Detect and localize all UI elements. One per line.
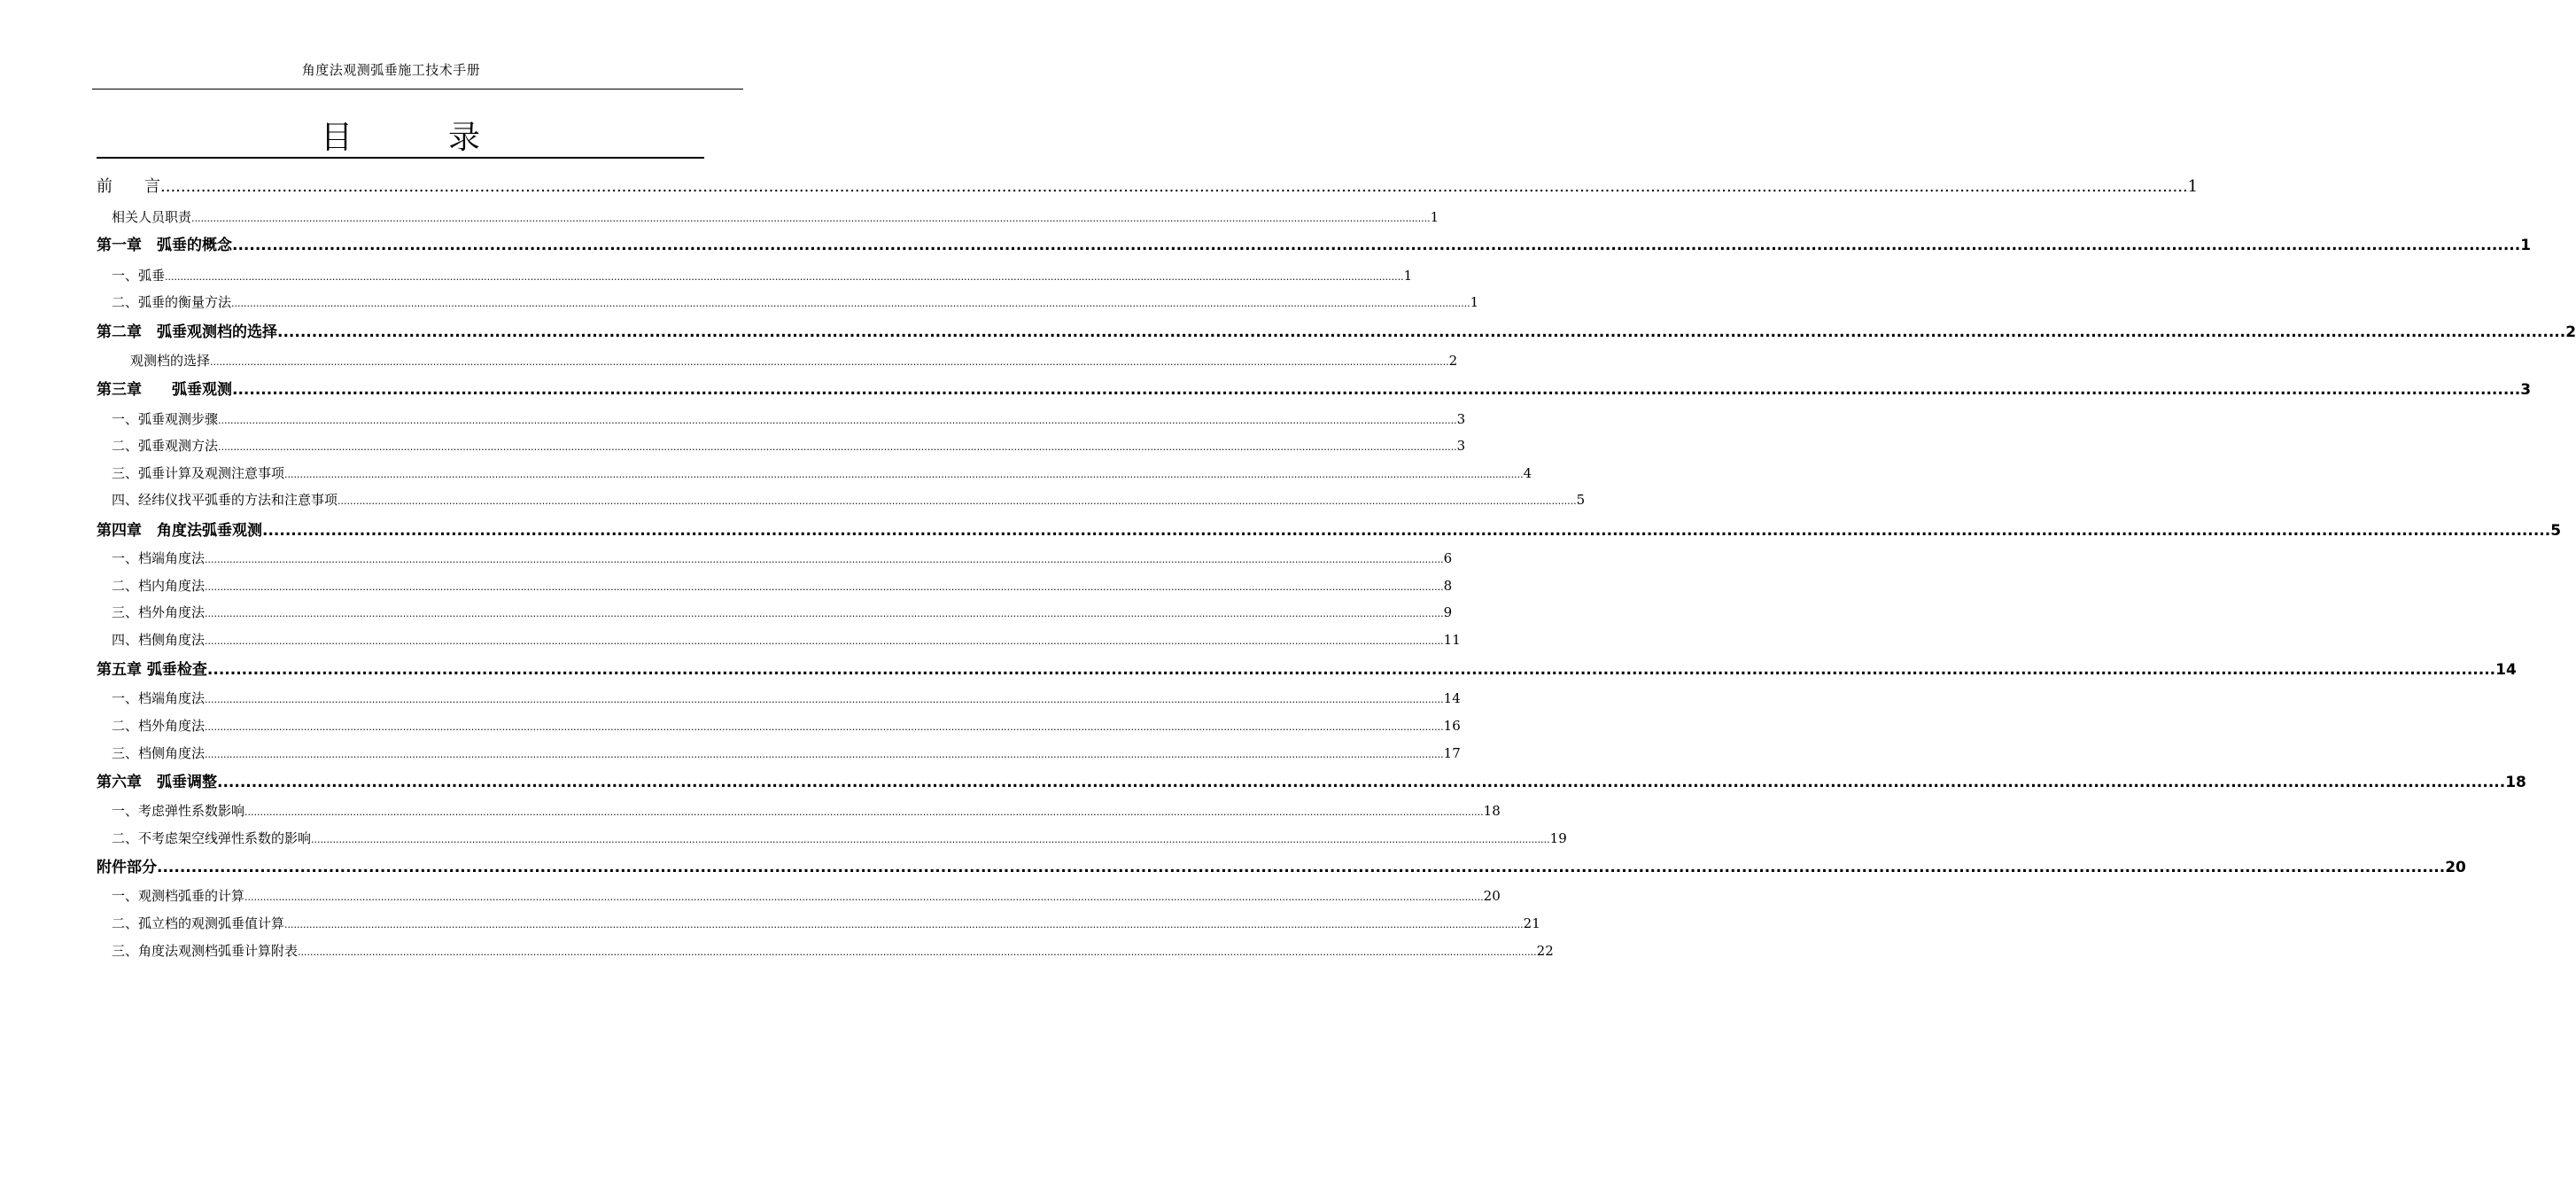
toc-entry-label: 一、弧垂观测步骤 xyxy=(112,411,219,427)
toc-leader-dots: ................................................................................................................................................................................................................................................................................................................................................................................................................ xyxy=(157,859,2446,876)
toc-leader-dots: ................................................................................................................................................................................................................................................................................................................................................................................................................ xyxy=(244,891,1484,903)
toc-entry-page: 14 xyxy=(2495,661,2517,679)
toc-entry-label: 二、孤立档的观测弧垂值计算 xyxy=(112,915,285,931)
toc-leader-dots: ................................................................................................................................................................................................................................................................................................................................................................................................................ xyxy=(205,581,1444,593)
toc-entry-page: 3 xyxy=(1456,438,1466,454)
toc-entry-page: 5 xyxy=(2550,522,2562,540)
toc-entry-page: 9 xyxy=(1443,604,1453,620)
toc-entry[interactable] xyxy=(97,887,1501,905)
toc-entry-label: 三、角度法观测档弧垂计算附表 xyxy=(112,943,299,959)
toc-entry-page: 4 xyxy=(1523,465,1532,481)
toc-entry[interactable] xyxy=(97,464,1532,482)
toc-entry-page: 17 xyxy=(1443,745,1461,761)
toc-entry-page: 1 xyxy=(1403,268,1413,284)
toc-entry[interactable] xyxy=(97,773,2526,792)
toc-entry-page: 2 xyxy=(2565,323,2576,341)
toc-entry[interactable] xyxy=(97,915,1540,932)
toc-leader-dots: ................................................................................................................................................................................................................................................................................................................................................................................................................ xyxy=(205,694,1444,705)
toc-entry[interactable] xyxy=(97,549,1453,567)
toc-entry-label: 二、不考虑架空线弹性系数的影响 xyxy=(112,830,312,846)
toc-leader-dots: ................................................................................................................................................................................................................................................................................................................................................................................................................ xyxy=(284,919,1524,930)
toc-entry-label: 第五章 弧垂检查 xyxy=(97,661,207,679)
toc-entry-label: 一、观测档弧垂的计算 xyxy=(112,888,245,904)
toc-entry[interactable] xyxy=(97,631,1461,649)
toc-entry[interactable] xyxy=(97,744,1461,762)
toc-entry-label: 一、档端角度法 xyxy=(112,690,206,706)
toc-entry-label: 一、考虑弹性系数影响 xyxy=(112,803,245,819)
toc-leader-dots: ................................................................................................................................................................................................................................................................................................................................................................................................................ xyxy=(165,271,1404,283)
toc-leader-dots: ................................................................................................................................................................................................................................................................................................................................................................................................................ xyxy=(277,323,2566,341)
toc-leader-dots: ................................................................................................................................................................................................................................................................................................................................................................................................................ xyxy=(284,469,1524,480)
toc-entry-page: 11 xyxy=(1443,632,1461,648)
toc-entry[interactable] xyxy=(97,689,1461,707)
toc-leader-dots: ................................................................................................................................................................................................................................................................................................................................................................................................................ xyxy=(205,749,1444,760)
toc-entry-page: 1 xyxy=(2187,177,2199,196)
toc-leader-dots: ................................................................................................................................................................................................................................................................................................................................................................................................................ xyxy=(231,298,1470,309)
toc-entry-label: 四、档侧角度法 xyxy=(112,632,206,648)
toc-entry[interactable] xyxy=(97,236,2532,255)
toc-entry[interactable] xyxy=(97,323,2576,342)
toc-entry[interactable] xyxy=(97,293,1479,311)
toc-entry-page: 6 xyxy=(1443,550,1453,566)
header-rule xyxy=(92,89,743,90)
toc-entry-label: 一、弧垂 xyxy=(112,268,166,284)
toc-entry-label: 第三章 弧垂观测 xyxy=(97,381,232,399)
toc-entry-page: 18 xyxy=(1483,803,1501,819)
toc-entry-label: 三、档外角度法 xyxy=(112,604,206,620)
toc-entry-page: 21 xyxy=(1523,915,1540,931)
toc-entry[interactable] xyxy=(97,858,2466,877)
toc-entry[interactable] xyxy=(97,352,1458,370)
toc-leader-dots: ................................................................................................................................................................................................................................................................................................................................................................................................................ xyxy=(338,495,1577,507)
toc-leader-dots: ................................................................................................................................................................................................................................................................................................................................................................................................................ xyxy=(206,661,2496,679)
toc-leader-dots: ................................................................................................................................................................................................................................................................................................................................................................................................................ xyxy=(205,635,1444,647)
toc-leader-dots: ................................................................................................................................................................................................................................................................................................................................................................................................................ xyxy=(210,356,1449,368)
toc-leader-dots: ................................................................................................................................................................................................................................................................................................................................................................................................................ xyxy=(191,213,1431,224)
toc-entry[interactable] xyxy=(97,410,1466,428)
toc-entry-label: 前 言 xyxy=(97,177,160,196)
toc-entry[interactable] xyxy=(97,802,1501,820)
toc-entry-label: 三、弧垂计算及观测注意事项 xyxy=(112,465,285,481)
toc-leader-dots: ................................................................................................................................................................................................................................................................................................................................................................................................................ xyxy=(217,774,2506,791)
toc-entry-page: 5 xyxy=(1576,492,1586,508)
toc-entry-page: 19 xyxy=(1549,830,1567,846)
toc-entry[interactable] xyxy=(97,717,1461,735)
toc-entry-label: 相关人员职责 xyxy=(112,209,192,225)
toc-entry-page: 3 xyxy=(2520,381,2532,399)
toc-entry[interactable] xyxy=(97,829,1567,847)
toc-entry-label: 一、档端角度法 xyxy=(112,550,206,566)
toc-entry-label: 二、档外角度法 xyxy=(112,718,206,734)
toc-entry[interactable] xyxy=(97,267,1413,284)
toc-leader-dots: ................................................................................................................................................................................................................................................................................................................................................................................................................ xyxy=(218,415,1457,426)
toc-leader-dots: ................................................................................................................................................................................................................................................................................................................................................................................................................ xyxy=(205,608,1444,619)
running-header: 角度法观测弧垂施工技术手册 xyxy=(301,62,481,78)
toc-entry-page: 1 xyxy=(2520,237,2532,254)
toc-entry-page: 1 xyxy=(1470,294,1479,310)
toc-entry[interactable] xyxy=(97,942,1554,960)
toc-leader-dots: ................................................................................................................................................................................................................................................................................................................................................................................................................ xyxy=(298,946,1537,958)
toc-entry-label: 三、档侧角度法 xyxy=(112,745,206,761)
toc-entry-page: 22 xyxy=(1536,943,1554,959)
toc-entry[interactable] xyxy=(97,660,2517,680)
toc-entry-label: 二、弧垂的衡量方法 xyxy=(112,294,232,310)
toc-entry-page: 20 xyxy=(1483,888,1501,904)
toc-leader-dots: ................................................................................................................................................................................................................................................................................................................................................................................................................ xyxy=(232,237,2521,254)
toc-entry-label: 第四章 角度法弧垂观测 xyxy=(97,522,262,540)
toc-leader-dots: ................................................................................................................................................................................................................................................................................................................................................................................................................ xyxy=(205,554,1444,565)
toc-entry-label: 二、弧垂观测方法 xyxy=(112,438,219,454)
toc-entry[interactable] xyxy=(97,521,2562,541)
toc-leader-dots: ................................................................................................................................................................................................................................................................................................................................................................................................................ xyxy=(218,441,1457,453)
toc-title: 目 录 xyxy=(97,118,704,159)
toc-entry-label: 四、经纬仪找平弧垂的方法和注意事项 xyxy=(112,492,338,508)
toc-entry-label: 附件部分 xyxy=(97,859,157,876)
toc-entry-page: 16 xyxy=(1443,718,1461,734)
toc-entry[interactable] xyxy=(97,380,2532,400)
toc-entry-page: 14 xyxy=(1443,690,1461,706)
toc-leader-dots: ................................................................................................................................................................................................................................................................................................................................................................................................................ xyxy=(232,381,2521,399)
toc-entry-page: 3 xyxy=(1456,411,1466,427)
toc-entry[interactable] xyxy=(97,208,1439,226)
toc-entry-label: 第六章 弧垂调整 xyxy=(97,774,217,791)
toc-leader-dots: ................................................................................................................................................................................................................................................................................................................................................................................................................ xyxy=(244,806,1484,818)
toc-leader-dots: ................................................................................................................................................................................................................................................................................................................................................................................................................ xyxy=(205,721,1444,733)
toc-entry-label: 第一章 弧垂的概念 xyxy=(97,237,232,254)
toc-entry-page: 18 xyxy=(2505,774,2526,791)
toc-entry[interactable] xyxy=(97,437,1466,455)
toc-entry[interactable] xyxy=(97,603,1453,621)
toc-entry[interactable] xyxy=(97,491,1586,509)
toc-leader-dots: ................................................................................................................................................................................................................................................................................................................................................................................................................ xyxy=(311,834,1550,845)
toc-entry-label: 观测档的选择 xyxy=(130,353,211,369)
toc-entry[interactable] xyxy=(97,577,1453,595)
toc-entry-label: 二、档内角度法 xyxy=(112,578,206,594)
toc-entry-page: 1 xyxy=(1430,209,1439,225)
toc-entry-page: 20 xyxy=(2445,859,2466,876)
toc-entry-label: 第二章 弧垂观测档的选择 xyxy=(97,323,277,341)
toc-entry[interactable] xyxy=(97,177,2199,197)
toc-entry-page: 8 xyxy=(1443,578,1453,594)
toc-leader-dots: ................................................................................................................................................................................................................................................................................................................................................................................................................ xyxy=(262,522,2551,540)
toc-leader-dots: ................................................................................................................................................................................................................................................................................................................................................................................................................ xyxy=(160,177,2188,196)
toc-entry-page: 2 xyxy=(1448,353,1458,369)
